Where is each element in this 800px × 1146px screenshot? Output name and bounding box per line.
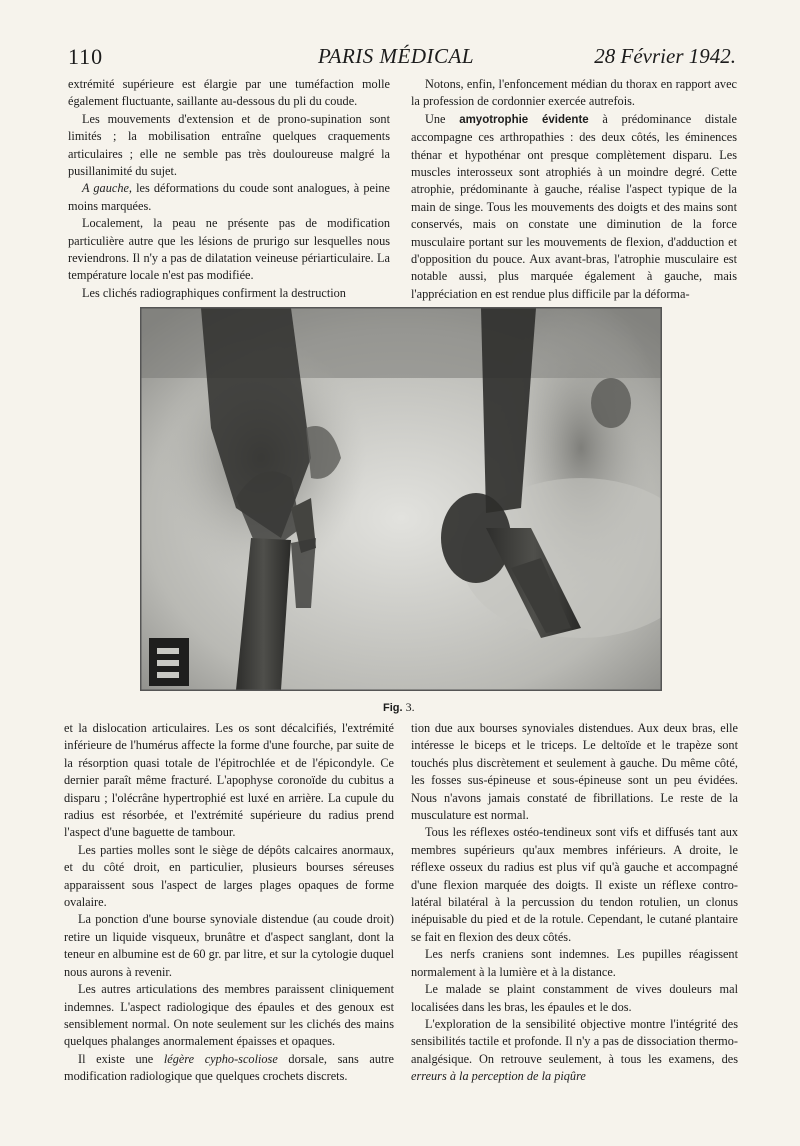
text-run: L'exploration de la sensibilité objective montre l'intégrité des sensibilités tactile et profonde. Il n'y a pas de dissociation thermo-analgésique. On retrouve seulement, à tous les examens, des bbox=[411, 1016, 738, 1066]
text-run: dorsale, sans autre modification radiologique que quelques crochets discrets. bbox=[64, 1051, 395, 1084]
paragraph: Les parties molles sont le siège de dépôts calcaires anormaux, et du côté droit, en particulier, plusieurs bourses séreuses apparaissent sous l'aspect de larges plages opaques de forme ovalaire. bbox=[64, 842, 394, 910]
paragraph: Les mouvements d'extension et de prono-supination sont limités ; la mobilisation entraîne quelques craquements articulaires ; elle ne semble pas très douloureuse malgré la pusillanimité du sujet. bbox=[68, 111, 390, 179]
paragraph: extrémité supérieure est élargie par une tuméfaction molle également fluctuante, saillante au-dessous du pli du coude. bbox=[68, 77, 390, 109]
paragraph: Les nerfs craniens sont indemnes. Les pupilles réagissent normalement à la lumière et à la distance. bbox=[411, 947, 738, 979]
paragraph: Le malade se plaint constamment de vives douleurs mal localisées dans les bras, les épaules et le dos. bbox=[411, 982, 738, 1014]
italic-text: légère cypho-scoliose bbox=[163, 1051, 278, 1066]
paragraph: Notons, enfin, l'enfoncement médian du thorax en rapport avec la profession de cordonnier exercée autrefois. bbox=[411, 77, 737, 109]
paragraph: Les autres articulations des membres paraissent cliniquement indemnes. L'aspect radiologique des épaules et des genoux est sensiblement normal. On note seulement sur les clichés des mains quelques phalanges anormalement épaisses et opaques. bbox=[64, 982, 394, 1049]
page-number: 110 bbox=[68, 44, 104, 69]
paragraph: Les clichés radiographiques confirment la destruction bbox=[82, 285, 346, 300]
right-column-top bbox=[411, 76, 737, 303]
text-run: à prédominance distale accompagne ces arthropathies : des deux côtés, les éminences thénar et hypothénar ont presque complètement disparu. Les muscles interosseux sont atrophiés à un moindre degré. Cette atrophie, prédominante à gauche, réalise l'aspect typique de la main de singe. Tous les mouvements des doigts et des mains sont conservés, mais on constate une diminution de la force musculaire portant sur les mouvements de flexion, d'adduction et d'opposition du pouce. Aux avant-bras, l'atrophie musculaire est notable aussi, plus marquée également à gauche, mais l'appréciation en est rendue plus difficile par la déforma- bbox=[411, 111, 737, 301]
figure-caption bbox=[383, 700, 415, 715]
running-header bbox=[68, 44, 736, 70]
paragraph: La ponction d'une bourse synoviale distendue (au coude droit) retire un liquide visqueux, brunâtre et d'aspect sanglant, dont la teneur en albumine est de 60 gr. par litre, et sur la cytologie duquel nous aurons à revenir. bbox=[64, 912, 394, 979]
caption-label: Fig. bbox=[383, 702, 403, 714]
caption-number: 3. bbox=[405, 700, 415, 714]
paragraph bbox=[64, 1051, 394, 1086]
text-run: Une bbox=[425, 111, 460, 126]
paragraph: Tous les réflexes ostéo-tendineux sont vifs et diffusés tant aux membres supérieurs qu'aux membres inférieurs. A droite, le réflexe osseux du radius est plus vif qu'à gauche et accompagné d'une flexion marquée des doigts. Il existe un réflexe contro-latéral bilatéral à la percussion du tendon rotulien, un clonus inépuisable du pied et de la rotule. Cependant, le cutané plantaire se fait en flexion des deux côtés. bbox=[411, 825, 738, 944]
paragraph bbox=[411, 111, 737, 303]
paragraph: tion due aux bourses synoviales distendues. Aux deux bras, elle intéresse le biceps et le triceps. Le deltoïde et le trapèze sont touchés plus discrètement et seulement à gauche. Du même côté, les fosses sus-épineuse et sous-épineuse sont un peu évidées. Nous n'avons jamais constaté de fibrillations. Le reste de la musculature est normal. bbox=[411, 721, 738, 823]
radiograph-figure bbox=[140, 307, 662, 691]
paragraph bbox=[411, 1016, 738, 1086]
left-column-top bbox=[68, 76, 390, 302]
italic-text: A gauche, bbox=[82, 181, 132, 196]
text-run: les déformations du coude sont analogues, à peine moins marquées. bbox=[68, 181, 390, 213]
bold-term: amyotrophie évidente bbox=[459, 113, 589, 126]
italic-text: erreurs à la perception de la piqûre bbox=[411, 1069, 586, 1084]
paragraph: et la dislocation articulaires. Les os sont décalcifiés, l'extrémité inférieure de l'humérus affecte la forme d'une fourche, par suite de la résorption quasi totale de l'épitrochlée et de l'épicondyle. Ce dernier paraît même fracturé. L'apophyse coronoïde du cubitus a disparu ; l'olécrâne hypertrophié est luxé en arrière. La cupule du radius est résorbée, et l'extrémité supérieure du radius prend l'aspect d'une baguette de tambour. bbox=[64, 721, 394, 840]
text-run: Il existe une bbox=[78, 1051, 164, 1066]
left-column-bottom bbox=[64, 720, 394, 1086]
right-column-bottom bbox=[411, 720, 738, 1086]
paragraph: Localement, la peau ne présente pas de modification particulière autre que les lésions de prurigo sur lesquelles nous reviendrons. Il n'y a pas de dilatation veineuse périarticulaire. La température locale n'est pas modifiée. bbox=[68, 216, 390, 283]
journal-title: PARIS MÉDICAL bbox=[318, 44, 475, 68]
radiograph-image bbox=[141, 308, 661, 690]
paragraph bbox=[68, 180, 390, 215]
issue-date: 28 Février 1942. bbox=[594, 44, 736, 68]
